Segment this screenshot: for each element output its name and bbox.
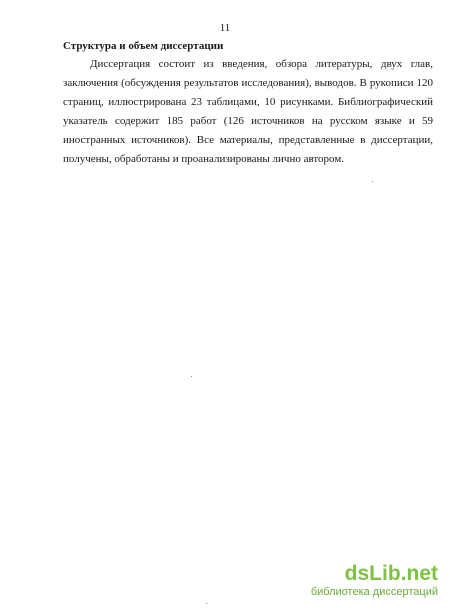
paragraph-line-6: получены, обработаны и проанализированы лично автором. — [63, 153, 345, 165]
paragraph-line-1: Диссертация состоит из введения, обзора литературы, двух глав, — [90, 58, 433, 70]
paragraph-line-3: страниц, иллюстрирована 23 таблицами, 10 рисунками. Библиографический — [63, 96, 433, 108]
paragraph-line-4: указатель содержит 185 работ (126 источников на русском языке и 59 — [63, 115, 433, 127]
scan-speck — [191, 376, 192, 377]
section-heading: Структура и объем диссертации — [63, 40, 224, 52]
watermark-tagline: библиотека диссертаций — [310, 586, 438, 598]
scan-speck — [372, 181, 373, 182]
dslib-watermark[interactable] — [288, 563, 438, 599]
page-number: 11 — [219, 22, 231, 34]
scan-speck — [206, 603, 207, 604]
paragraph-line-2: заключения (обсуждения результатов исследования), выводов. В рукописи 120 — [63, 77, 433, 89]
paragraph-line-5: иностранных источников). Все материалы, представленные в диссертации, — [63, 134, 433, 146]
watermark-logo: dsLib.net — [344, 562, 438, 585]
